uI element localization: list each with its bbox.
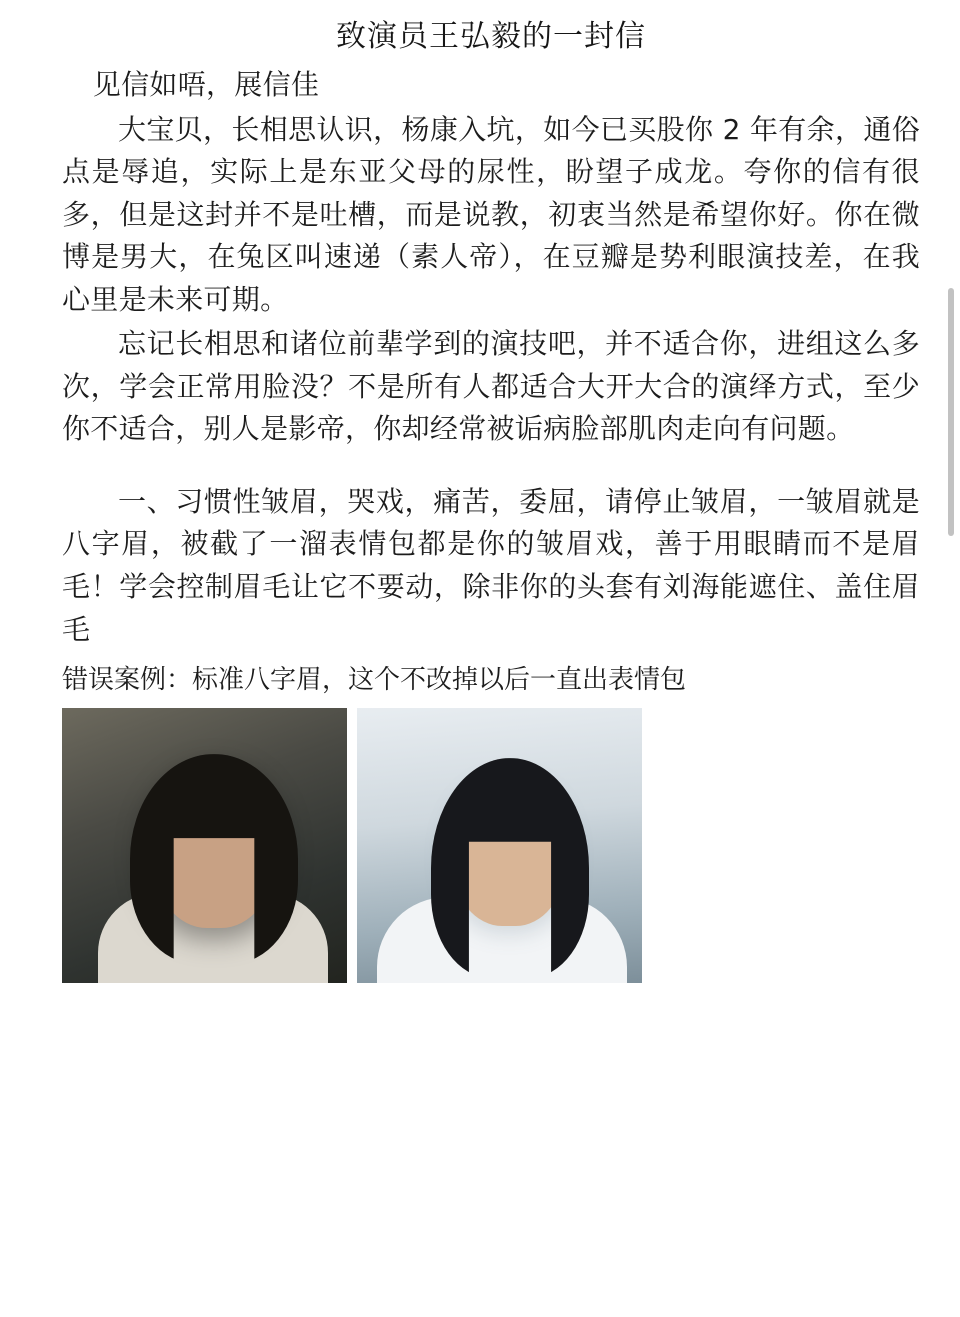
page-title: 致演员王弘毅的一封信 (336, 19, 646, 54)
screenshot-image-2 (357, 708, 642, 983)
section-spacer (62, 453, 920, 481)
document-body (62, 0, 920, 983)
section-one-text: 一、习惯性皱眉，哭戏，痛苦，委屈，请停止皱眉，一皱眉就是八字眉，被截了一溜表情包都是你的皱眉戏，善于用眼睛而不是眉毛！学会控制眉毛让它不要动，除非你的头套有刘海能遮住、盖住眉毛 (62, 484, 920, 646)
screenshot-image-1 (62, 708, 347, 983)
paragraph-1: 大宝贝，长相思认识，杨康入坑，如今已买股你 2 年有余，通俗点是辱追，实际上是东亚父母的尿性，盼望子成龙。夸你的信有很多，但是这封并不是吐槽，而是说教，初衷当然是希望你好。你在微博是男大，在兔区叫速递（素人帝），在豆瓣是势利眼演技差，在我心里是未来可期。 (62, 112, 920, 316)
right-margin (920, 0, 960, 1317)
image-gallery (62, 708, 920, 983)
salutation-line: 见信如唔，展信佳 (92, 68, 320, 101)
paragraph-2: 忘记长相思和诸位前辈学到的演技吧，并不适合你，进组这么多次，学会正常用脸没？不是所有人都适合大开大合的演绎方式，至少你不适合，别人是影帝，你却经常被诟病脸部肌肉走向有问题。 (62, 327, 920, 446)
vertical-scrollbar-thumb[interactable] (948, 288, 954, 536)
image-caption: 错误案例：标准八字眉，这个不改掉以后一直出表情包 (62, 665, 687, 696)
left-margin (0, 0, 62, 1317)
